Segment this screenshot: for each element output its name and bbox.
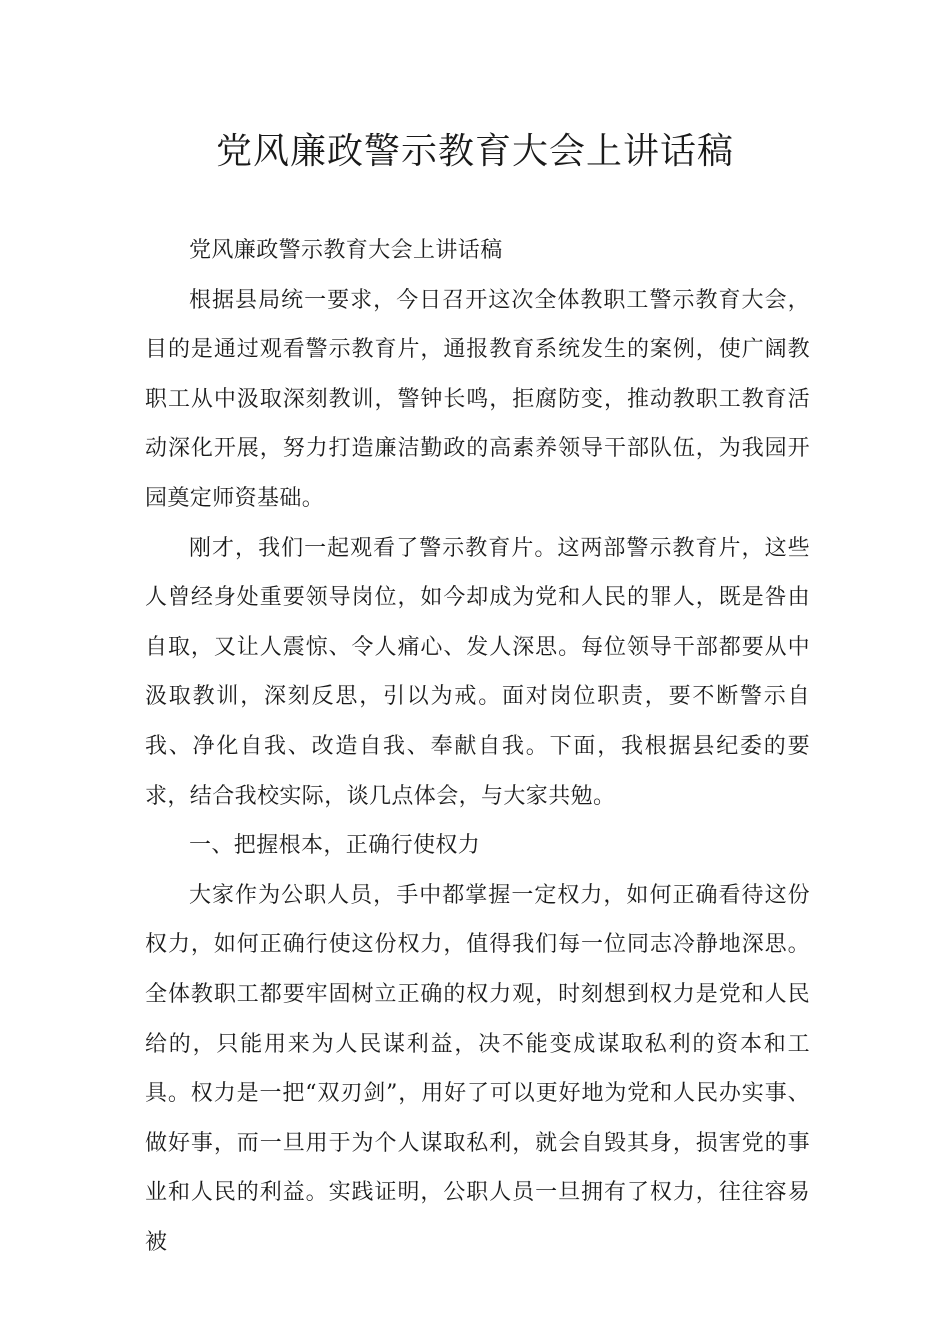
paragraph-subtitle: 党风廉政警示教育大会上讲话稿 (189, 238, 503, 263)
section-heading-1: 一、把握根本，正确行使权力 (189, 833, 481, 859)
paragraph-intro: 根据县局统一要求，今日召开这次全体教职工警示教育大会，目的是通过观看警示教育片，通报教育系统发生的案例，使广阔教职工从中汲取深刻教训，警钟长鸣，拒腐防变，推动教职工教育活动深化开展，努力打造廉洁勤政的高素养领导干部队伍，为我园开园奠定师资基础。 (145, 287, 810, 511)
document-title: 党风廉政警示教育大会上讲话稿 (215, 131, 734, 172)
paragraph-power: 大家作为公职人员，手中都掌握一定权力，如何正确看待这份权力，如何正确行使这份权力，值得我们每一位同志冷静地深思。全体教职工都要牢固树立正确的权力观，时刻想到权力是党和人民给的，只能用来为人民谋利益，决不能变成谋取私利的资本和工具。权力是一把“双刃剑”，用好了可以更好地为党和人民办实事、做好事，而一旦用于为个人谋取私利，就会自毁其身，损害党的事业和人民的利益。实践证明，公职人员一旦拥有了权力，往往容易被 (145, 882, 810, 1255)
paragraph-reflection: 刚才，我们一起观看了警示教育片。这两部警示教育片，这些人曾经身处重要领导岗位，如今却成为党和人民的罪人，既是咎由自取，又让人震惊、令人痛心、发人深思。每位领导干部都要从中汲取教训，深刻反思，引以为戒。面对岗位职责，要不断警示自我、净化自我、改造自我、奉献自我。下面，我根据县纪委的要求，结合我校实际，谈几点体会，与大家共勉。 (145, 535, 810, 809)
document-body (145, 226, 810, 1267)
